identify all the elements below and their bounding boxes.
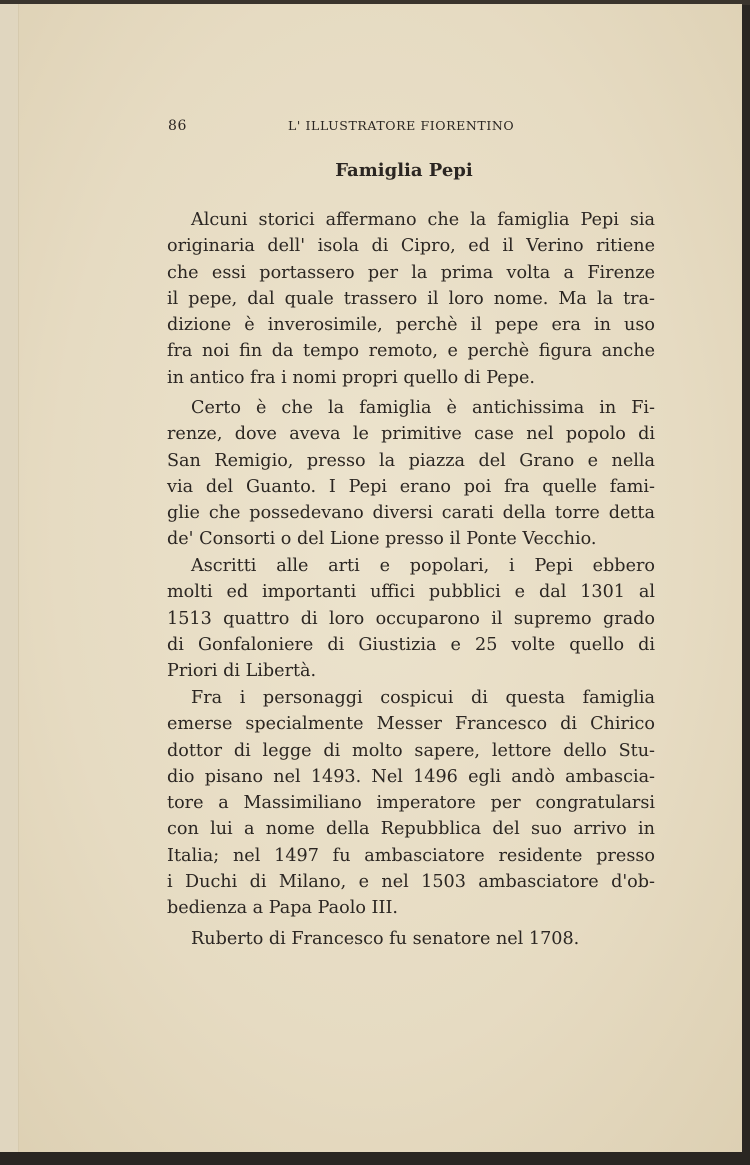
running-title: L' ILLUSTRATORE FIORENTINO xyxy=(288,118,515,133)
text-line: San Remigio, presso la piazza del Grano e nella xyxy=(167,450,655,471)
text-line: molti ed importanti uffici pubblici e dal 1301 al xyxy=(167,582,655,603)
paragraph xyxy=(167,395,655,553)
text-line: i Duchi di Milano, e nel 1503 ambasciatore d'ob- xyxy=(167,872,655,893)
paragraph xyxy=(167,926,655,952)
text-line: originaria dell' isola di Cipro, ed il Verino ritiene xyxy=(167,236,655,257)
text-line: Priori di Libertà. xyxy=(167,661,317,682)
text-line: Fra i personaggi cospicui di questa famiglia xyxy=(191,688,655,708)
paragraph xyxy=(167,685,655,922)
text-line: fra noi fin da tempo remoto, e perchè figura anche xyxy=(167,341,655,362)
text-line: il pepe, dal quale trassero il loro nome. Ma la tra- xyxy=(167,288,655,309)
text-line: dottor di legge di molto sapere, lettore dello Stu- xyxy=(167,740,655,761)
text-line: emerse specialmente Messer Francesco di Chirico xyxy=(167,714,655,735)
text-line: Alcuni storici affermano che la famiglia Pepi sia xyxy=(191,210,655,230)
text-line: 1513 quattro di loro occuparono il supremo grado xyxy=(167,608,655,629)
text-line: renze, dove aveva le primitive case nel popolo di xyxy=(167,424,655,445)
paragraph xyxy=(167,553,655,684)
text-line: glie che possedevano diversi carati della torre detta xyxy=(167,503,655,524)
section-heading: Famiglia Pepi xyxy=(335,160,473,181)
text-line: che essi portassero per la prima volta a Firenze xyxy=(167,262,655,283)
text-line: dio pisano nel 1493. Nel 1496 egli andò ambascia- xyxy=(167,766,655,787)
text-line: di Gonfaloniere di Giustizia e 25 volte quello di xyxy=(167,634,655,655)
text-line: de' Consorti o del Lione presso il Ponte Vecchio. xyxy=(167,529,597,550)
text-line: dizione è inverosimile, perchè il pepe era in uso xyxy=(167,315,655,336)
text-line: Ascritti alle arti e popolari, i Pepi ebbero xyxy=(191,556,655,576)
text-line: bedienza a Papa Paolo III. xyxy=(167,898,399,919)
paragraph xyxy=(167,207,655,391)
text-line: Italia; nel 1497 fu ambasciatore residente presso xyxy=(167,845,655,866)
text-line: in antico fra i nomi propri quello di Pepe. xyxy=(167,367,535,388)
page-number: 86 xyxy=(168,118,188,134)
text-line: tore a Massimiliano imperatore per congratularsi xyxy=(167,793,655,814)
text-line: via del Guanto. I Pepi erano poi fra quelle fami- xyxy=(167,476,655,497)
text-line: Ruberto di Francesco fu senatore nel 1708. xyxy=(191,929,580,949)
text-line: Certo è che la famiglia è antichissima in Fi- xyxy=(191,398,655,418)
text-line: con lui a nome della Repubblica del suo arrivo in xyxy=(167,819,655,840)
